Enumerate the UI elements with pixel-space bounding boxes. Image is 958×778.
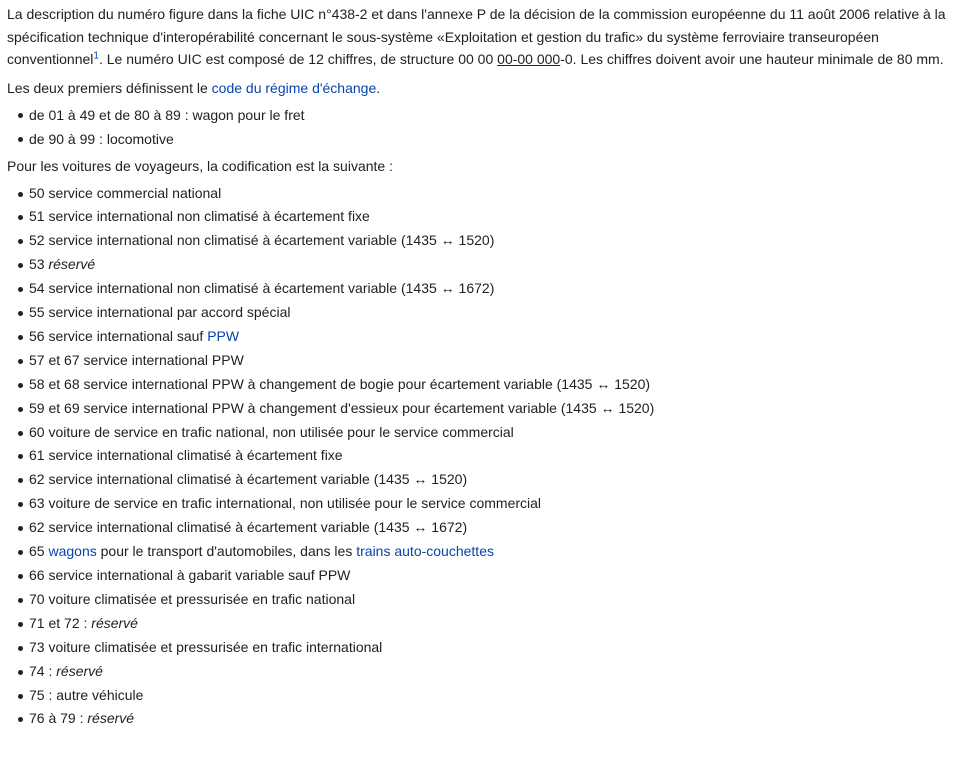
passenger-list (7, 182, 952, 732)
reserved-label: réservé (56, 662, 103, 679)
item-text: pour le transport d'automobiles, dans les (96, 543, 357, 560)
intro-text-2: . Le numéro UIC est composé de 12 chiffres, de structure 00 00 (98, 51, 498, 67)
exchange-code-link[interactable]: code du régime d'échange (211, 79, 377, 96)
item-number: 76 à 79 : (29, 710, 88, 727)
list-item (7, 253, 952, 277)
list-item: 63 voiture de service en trafic international, non utilisée pour le service commercial (7, 492, 952, 516)
reserved-label: réservé (87, 710, 135, 727)
list-item (7, 325, 952, 349)
exchange-text-after: . (376, 79, 381, 96)
list-item: 59 et 69 service international PPW à changement d'essieux pour écartement variable (1435 ↔ 1520) (7, 397, 952, 421)
list-item: 75 : autre véhicule (7, 684, 952, 708)
list-item: 50 service commercial national (7, 182, 952, 206)
list-item: 55 service international par accord spécial (7, 301, 952, 325)
reserved-label: réservé (91, 614, 138, 631)
list-item: 62 service international climatisé à écartement variable (1435 ↔ 1672) (7, 516, 952, 540)
list-item: 60 voiture de service en trafic national, non utilisée pour le service commercial (7, 421, 952, 445)
list-item (7, 540, 952, 564)
structure-underlined: 00-00 000 (497, 51, 561, 67)
list-item: de 90 à 99 : locomotive (7, 127, 952, 151)
intro-paragraph (7, 3, 952, 71)
list-item (7, 660, 952, 684)
list-item: 51 service international non climatisé à écartement fixe (7, 205, 952, 229)
list-item (7, 707, 952, 731)
list-item: 57 et 67 service international PPW (7, 349, 952, 373)
item-number: 65 (29, 543, 49, 560)
intro-text-3: -0. Les chiffres doivent avoir une hauteur minimale de 80 mm. (560, 51, 944, 67)
item-number: 71 et 72 : (29, 614, 92, 631)
list-item: 73 voiture climatisée et pressurisée en trafic international (7, 636, 952, 660)
exchange-paragraph (7, 77, 952, 100)
auto-couchettes-link[interactable]: trains auto-couchettes (356, 543, 494, 560)
list-item: 54 service international non climatisé à écartement variable (1435 ↔ 1672) (7, 277, 952, 301)
list-item: 70 voiture climatisée et pressurisée en trafic national (7, 588, 952, 612)
list-item: 61 service international climatisé à écartement fixe (7, 444, 952, 468)
wagons-link[interactable]: wagons (48, 543, 97, 560)
list-item: 52 service international non climatisé à écartement variable (1435 ↔ 1520) (7, 229, 952, 253)
item-text: 56 service international sauf (29, 327, 208, 344)
list-item: 66 service international à gabarit variable sauf PPW (7, 564, 952, 588)
list-item (7, 612, 952, 636)
reserved-label: réservé (48, 256, 96, 273)
list-item: 62 service international climatisé à écartement variable (1435 ↔ 1520) (7, 468, 952, 492)
exchange-text-before: Les deux premiers définissent le (7, 79, 212, 96)
item-number: 53 (29, 256, 49, 273)
item-number: 74 : (29, 662, 57, 679)
list-item: de 01 à 49 et de 80 à 89 : wagon pour le fret (7, 103, 952, 127)
list-item: 58 et 68 service international PPW à changement de bogie pour écartement variable (1435 ↔ 1520) (7, 373, 952, 397)
passenger-intro: Pour les voitures de voyageurs, la codification est la suivante : (7, 158, 393, 174)
exchange-list (7, 103, 952, 151)
ppw-link[interactable]: PPW (207, 327, 240, 344)
intro-text-1: La description du numéro figure dans la fiche UIC n°438-2 et dans l'annexe P de la décision de la commission européenne du 11 août 2006 relative à la spécification technique d'interopérabilité concernant le sous-système «Exploitation et gestion du trafic» du système ferroviaire transeuropéen conventionnel (7, 6, 946, 67)
footnote-link[interactable]: 1 (93, 50, 99, 62)
